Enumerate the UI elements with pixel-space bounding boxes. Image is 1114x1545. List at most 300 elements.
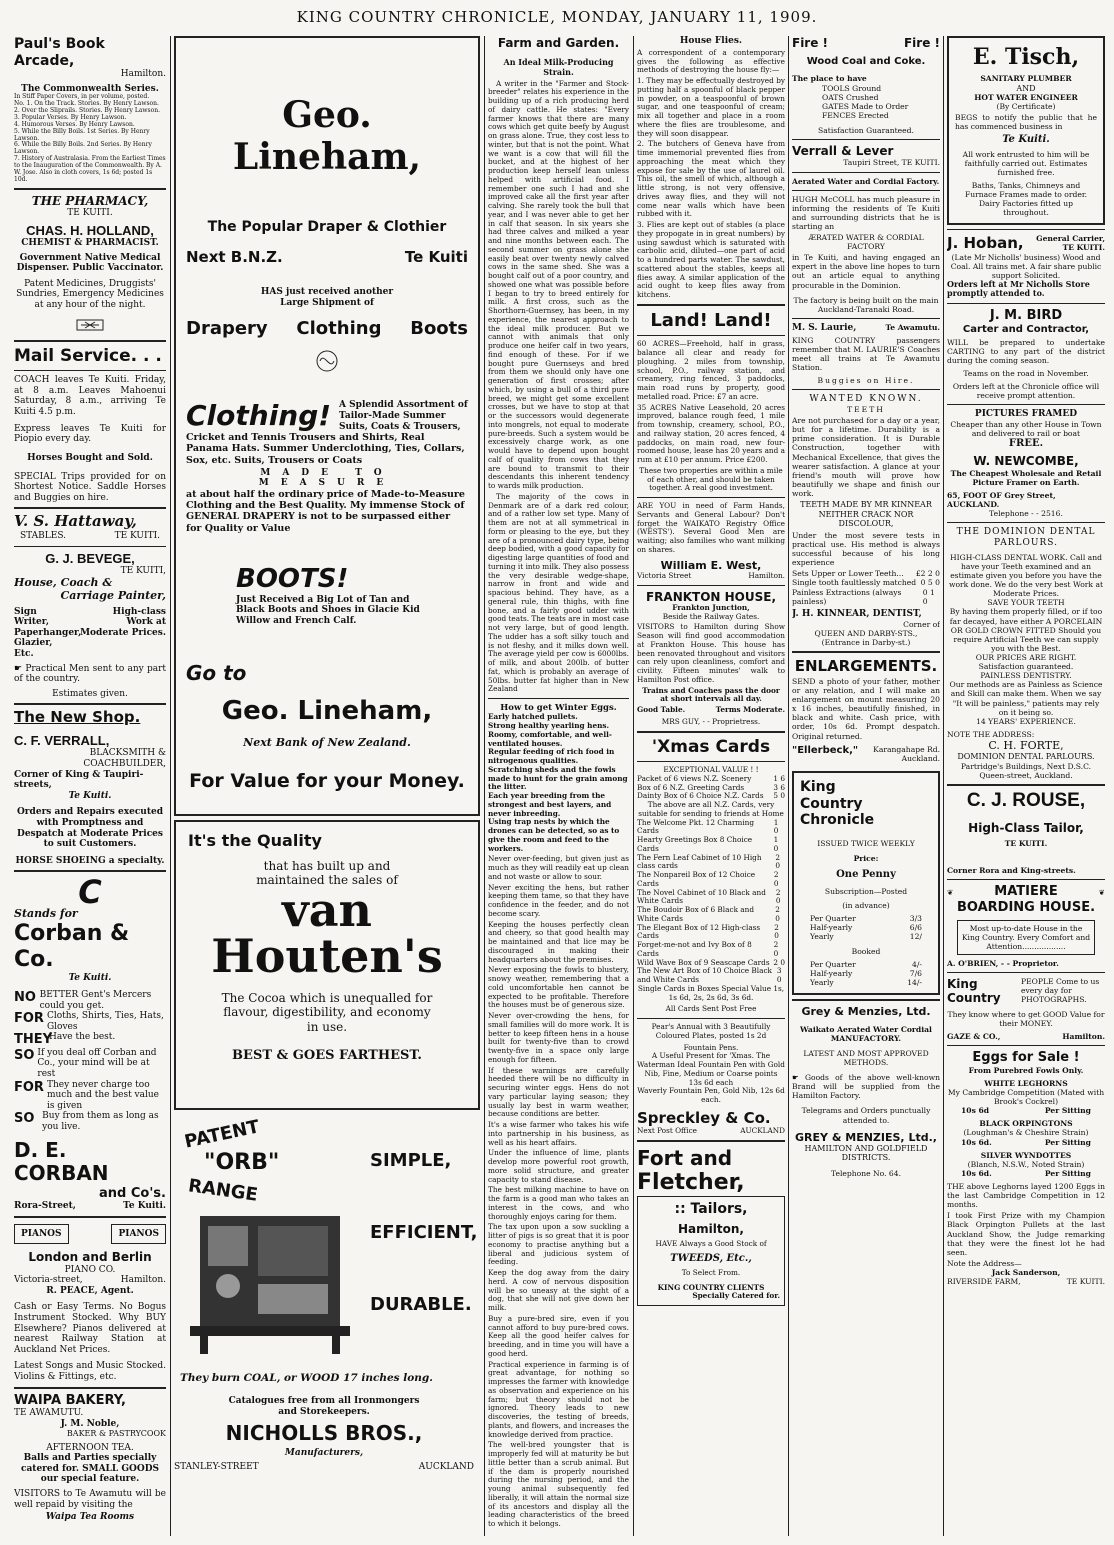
pears: Pear's Annual with 3 Beautifully Coloured Plates, posted 1s 2d [651,1022,771,1040]
column-rule [170,36,171,1536]
frankton-trains: Trains and Coaches pass the door at short intervals all day. [642,685,780,704]
waipa-role: BAKER & PASTRYCOOK [66,1429,166,1439]
lineham-clothing-side: A Splendid Assortment of Tailor-Made Summer Suits, Coats & Trousers, [339,400,468,432]
kinnear-name: J. H. KINNEAR, DENTIST, [792,608,922,619]
orb-patent: PATENT [182,1116,262,1153]
egg-tip: Regular feeding of rich food in nitrogenous qualities. [488,747,615,766]
waipa-rooms [14,1512,166,1523]
lineham-ad [174,36,480,816]
article-paragraph: The majority of the cows in Denmark are of a dark red colour, and of a rather low set type. Many of them are not at all symmetrical in form or pleasing to the eye, but they are of a pronounced dairy type, being deep bodied, with a good capacity for digesting large quantities of food and turning it into milk. They also possess the very desirable wedge-shape, narrow in front and wide and spacious behind. They have, as a general rule, thin thighs, with fine bone, and a fairly good udder with good teats. The teats are in most case not very large, but of good length. The udder has a soft silky touch and is not fleshy, and it milks down well. The average yield per cow is 6000lbs. of milk, and about 200lb. of butter fat, which is probably an average of 50lbs. butter fat higher than in New Zealand [488,491,629,694]
kinnear-made: TEETH MADE BY MR KINNEAR NEITHER CRACK NOR DISCOLOUR, [800,500,932,529]
orb-simple: SIMPLE, [370,1150,452,1171]
chronicle-issued: ISSUED TWICE WEEKLY [817,839,915,849]
egg-tip: Buy a pure-bred sire, even if you cannot afford to buy pure-bred cows. Keep all the good heifer calves for breeding, and in time you will have a good herd. [488,1313,629,1358]
chronicle-penny: One Penny [836,869,896,881]
lineham-next: Next B.N.Z. [186,248,283,267]
corban-stands: Stands for [14,907,78,921]
fort-catered: Specially Catered for. [692,1291,780,1301]
breed-sitting: Per Sitting [1044,1106,1091,1116]
bird-text: WILL be prepared to undertake CARTING to any part of the district during the coming season. [947,337,1105,365]
orb-town: AUCKLAND [418,1462,474,1472]
dental-painless-text: Our methods are as Painless as Science and Skill can make them. When we say "It will be painless," patients may rely on it being so. [949,680,1103,717]
chronicle-price: Price: [853,854,879,864]
series-title: The Commonwealth Series. [21,83,159,94]
newshop-orders: Orders and Repairs executed with Promptness and Despatch at Moderate Prices to suit Customers. [16,807,164,850]
breed-price: 10s 6d. [961,1137,992,1147]
orb-cat: Catalogues free from all Ironmongers and Storekeepers. [228,1396,420,1417]
pianos-label: PIANOS [14,1224,69,1245]
kc-people-text: PEOPLE Come to us every day for PHOTOGRAPHS. [1021,977,1100,1005]
column-4 [637,36,785,1536]
xmas-single: Single Cards in Boxes Special Value 1s, 1s 6d, 2s, 2s 6d, 3s 6d. [637,983,785,1002]
pianos-sub: PIANO CO. [64,1264,116,1275]
article-subtitle: An Ideal Milk-Producing Strain. [503,57,614,77]
ellerbeck-town: Auckland. [901,753,940,763]
frankton-text: VISITORS to Hamilton during Show Season will find good accommodation at Frankton House. This house has been renovated throughout and visitors can rely upon cleanliness, comfort and civility. Fifteen minutes' walk to Hamilton Post office. [637,622,785,684]
ellerbeck-name: "Ellerbeck," [792,744,859,756]
mccoll-factory: The factory is being built on the main Auckland-Taranaki Road. [793,295,939,314]
grey-tel: Telephone No. 64. [830,1169,901,1178]
dental-years: 14 YEARS' EXPERIENCE. [976,716,1076,726]
corban-firm2: and Co's. [99,1185,166,1201]
dental-painless: PAINLESS DENTISTRY. [980,671,1072,681]
newcombe-name: W. NEWCOMBE, [973,454,1079,469]
flies-paragraph: 1. They may be effectually destroyed by putting half a spoonful of black pepper in powder, on a teaspoonful of brown sugar, and one teaspoonful of cream; mix all together and place in a room where the flies are troublesome, and they will soon disappear. [637,76,785,138]
newshop-role: COACHBUILDER, [83,759,166,769]
mail-special: SPECIAL Trips provided for on Shortest Notice. Saddle Horses and Buggies on hire. [14,471,166,503]
corban-row-key: THEY [14,1032,53,1048]
card-price: 2 0 [774,922,779,941]
fire-right: Fire ! [903,36,940,50]
west-street: Victoria Street [637,570,692,580]
list-item: 3. Popular Verses. By Henry Lawson. [14,113,127,121]
lineham-tag: The Popular Draper & Clothier [207,218,447,235]
card-price: 2 0 [773,957,785,967]
column-6 [947,36,1105,1536]
pauls-place: Hamilton. [120,69,166,80]
hoban-text: (Late Mr Nicholls' business) Wood and Coal. All trains met. A fair share public support Solicited. [950,252,1102,280]
eggs-prize: I took First Prize with my Champion Black Orpington Pullets at the last Auckland Show, the Judge remarking that they were the finest lot he had seen. [947,1211,1105,1257]
card-item: The Welcome Pkt. 12 Charming Cards [637,817,755,836]
fort-tweeds: TWEEDS, Etc., [670,1252,752,1264]
orb-efficient: EFFICIENT, [370,1222,478,1243]
laurie-name: M. S. Laurie, [792,322,857,333]
mail-horses: Horses Bought and Sold. [27,452,153,463]
matiere-title: MATIERE [994,884,1058,900]
spreckley-addr: Next Post Office [637,1125,697,1135]
flies-title: House Flies. [679,36,743,46]
bevege-trade: House, Coach & [14,575,113,589]
egg-tip: Early hatched pullets. [488,712,578,722]
fort-hamilton: Hamilton, [678,1221,744,1236]
grey-waikato: Waikato Aerated Water Cordial MANUFACTORY. [800,1024,932,1043]
waipa-visitors: VISITORS to Te Awamutu will be well repaid by visiting the [14,1489,166,1510]
dental-text: HIGH-CLASS DENTAL WORK. Call and have your Teeth examined and an estimate given you before you have the work done. We do the very best Work at Moderate Prices. [948,552,1104,599]
rate-item: Per Quarter [810,913,856,923]
grey-goods: Goods of the above well-known Brand will be supplied from the Hamilton Factory. [792,1073,940,1101]
rate-item: Per Quarter [810,960,856,970]
card-price: 1 0 [773,817,779,836]
tools-item: FENCES Erected [822,110,889,120]
card-price: 2 0 [773,870,779,888]
card-price: 3 6 [773,782,785,792]
chronicle-booked: Booked [851,947,881,957]
tisch-work: All work entrusted to him will be faithfully carried out. Estimates furnished free. [962,149,1090,177]
pictures-title: PICTURES FRAMED [974,409,1078,420]
egg-tip: Never exposing the fowls to blustery, snowy weather, remembering that a cold uncomfortable hen cannot be expected to be profitable. Therefore the houses must be of generous size. [488,965,629,1010]
waverly: Waverly Fountain Pen, Gold Nib, 12s 6d each. [637,1086,785,1105]
lineham-cricket: Cricket and Tennis Trousers and Shirts, Real Panama Hats. Summer Underclothing, Ties, Collars, Sox, etc. Suits, Trousers or Coats [186,432,465,466]
breed-sitting: Per Sitting [1044,1137,1091,1147]
list-item: 2. Over the Sliprails. Stories. By Henry Lawson. [14,107,161,115]
breed-sitting: Per Sitting [1044,1168,1091,1178]
card-item: The Elegant Box of 12 High-class Cards [637,922,761,941]
corban-row-value: If you deal off Corban and Co., your mind will be at rest [37,1047,157,1079]
column-rule [943,36,944,1536]
mccoll-text: HUGH McCOLL has much pleasure in informing the residents of Te Kuiti and surrounding districts that he is starting an [792,194,940,231]
corban-row-value: Cloths, Shirts, Ties, Hats, Gloves [46,1011,164,1032]
pianos-label: PIANOS [111,1224,166,1245]
vanhouten-built: that has built up and maintained the sales of [256,858,398,888]
mccoll-aerated: ÆRATED WATER & CORDIAL FACTORY [808,232,924,252]
rate-item: Half-yearly [810,922,853,932]
card-price: 5 0 [773,791,785,801]
lineham-nextbank: Next Bank of New Zealand. [243,735,411,749]
egg-tip: Each year breeding from the strongest and best layers, and never inbreeding. [488,791,612,818]
mccoll-text2: in Te Kuiti, and having engaged an expert in the above line hopes to turn out an article equal to anything procurable in the Dominion. [792,253,940,290]
egg-tip: Under the influence of lime, plants develop more powerful root growth, more solid structure, and greater capacity to stand disease. [488,1148,629,1184]
corban-row-key: SO [14,1111,35,1127]
forte-addr: Partridge's Buildings, Next D.S.C. Queen-street, Auckland. [960,761,1092,780]
dental-save: SAVE YOUR TEETH [987,598,1065,608]
list-item: In Stiff Paper Covers, in per volume, posted. [14,93,150,101]
gaze-name: GAZE & CO., [947,1032,1001,1042]
pointing-hand-icon: ☛ [14,663,23,674]
ornament-icon [14,317,166,337]
dental-item: Sets Upper or Lower Teeth... [792,569,904,579]
dental-satisfaction: Satisfaction guaranteed. [978,662,1074,672]
pianos-agent: R. PEACE, Agent. [46,1285,134,1296]
list-item: 7. History of Australasia. From the Earliest Times to the Inauguration of the Commonwealth. By A. W. Jose. Also in cloth covers, 1s 6d; posted 1s 10d. [14,155,166,183]
waipa-tea: AFTERNOON TEA. [46,1442,134,1453]
pictures-text: Cheaper than any other House in Town and delivered to rail or boat [950,420,1102,439]
boarding-text: Most up-to-date House in the King Country. Every Comfort and Attention.................. [957,920,1095,955]
dental-title: THE DOMINION DENTAL PARLOURS. [956,527,1096,549]
card-price: 2 0 [775,905,780,923]
pianos-town: Hamilton. [120,1275,166,1286]
frankton-title: FRANKTON HOUSE, [645,589,777,604]
mail-express: Express leaves Te Kuiti for Piopio every day. [14,423,166,445]
kinnear-addr: QUEEN AND DARBY-STS., [814,628,918,638]
grey-latest: LATEST AND MOST APPROVED METHODS. [803,1048,929,1067]
hoban-town: TE KUITI. [1062,243,1105,253]
chronicle-title: Country [800,795,863,812]
lineham-goto: Go to [186,661,247,686]
card-item: Wild Wave Box of 9 Seascape Cards [637,957,770,967]
corban-row-value: Buy from them as long as you live. [42,1111,159,1132]
newcombe-text: The Cheapest Wholesale and Retail Picture Framer on Earth. [950,468,1102,487]
masthead: KING COUNTRY CHRONICLE, MONDAY, JANUARY 11, 1909. [296,8,818,26]
tisch-name: E. Tisch, [972,44,1080,70]
teeth-title: TEETH [847,405,885,414]
egg-tip: It's a wise farmer who takes his wife into partnership in his business, as well as his heart affairs. [488,1120,629,1147]
newshop-title: The New Shop. [14,708,141,727]
corban-rows [14,990,166,1133]
dental-price: 0 5 0 [920,578,940,588]
corban-row-key: NO [14,989,36,1005]
enlarge-text: SEND a photo of your father, mother or any relation, and I will make an enlargement on mount measuring 20 x 16 inches, beautifully finished, in black and white. Cash price, with order, 10s 6d. Prompt despatch. Original returned. [792,676,940,741]
list-item: 5. While the Billy Boils. 1st Series. By Henry Lawson. [14,127,150,142]
egg-tip: The tax upon upon a sow suckling a litter of pigs is so great that it is poor economy to practise anything but a liberal and judicious system of feeding. [488,1222,629,1267]
dental-note: NOTE THE ADDRESS: [947,729,1035,739]
corban-row-key: SO [14,1047,35,1063]
article-subtitle: How to get Winter Eggs. [500,703,617,714]
laurie-buggies: Buggies on Hire. [817,376,915,386]
eggs-town: TE KUITI. [1066,1277,1105,1287]
kinnear-ent: (Entrance in Darby-st.) [821,637,911,647]
leaf-ornament-icon: ❦ [1098,887,1105,897]
breed-name: BLACK ORPINGTONS [979,1119,1073,1129]
pens-title: Fountain Pens. [683,1042,739,1052]
kc-people-know: They know where to get GOOD Value for their MONEY. [947,1009,1105,1028]
waipa-balls: Balls and Parties specially catered for. SMALL GOODS our special feature. [20,1453,160,1485]
orb-durable: DURABLE. [370,1294,472,1315]
enlarge-title: ENLARGEMENTS. [794,656,938,675]
corban-place: Te Kuiti. [68,973,112,984]
lineham-made: MADE TO MEASURE [258,467,396,489]
orb-mfr: Manufacturers, [284,1448,364,1458]
tisch-plumber: SANITARY PLUMBER [980,74,1072,84]
bevege-estimates: Estimates given. [52,688,128,699]
xmas-exc: EXCEPTIONAL VALUE ! ! [663,765,759,775]
card-item: The Fern Leaf Cabinet of 10 High class cards [637,852,762,871]
column-3 [488,36,629,1536]
orb-street: STANLEY-STREET [174,1462,259,1472]
rate-price: 3/3 [909,913,922,923]
frankton-sub2: Beside the Railway Gates. [662,611,760,621]
orb-firm: NICHOLLS BROS., [225,1421,423,1445]
fort-select: To Select From. [681,1267,741,1277]
land-item: 60 ACRES—Freehold, half in grass, balance all clear and ready for ploughing. 2 miles from township, school, P.O., railway station, and creamery, ring fenced, 3 paddocks, main road runs by property, good metalled road. Price: £7 an acre. [637,339,785,401]
laurie-town: Te Awamutu. [885,322,940,332]
egg-tip: Roomy, comfortable, and well-ventilated houses. [488,729,612,748]
corban-row-value: BETTER Gent's Mercers could you get. [39,989,152,1011]
range-stove-icon [180,1206,360,1360]
pauls-items [14,94,166,184]
rate-item: Half-yearly [810,969,853,979]
card-price: 1 0 [773,835,779,853]
verrall-addr: Taupiri Street, TE KUITI. [843,158,940,168]
lineham-name2: Geo. Lineham, [221,695,433,726]
orb-burn: They burn COAL, or WOOD 17 inches long. [180,1372,433,1384]
rate-item: Yearly [810,978,834,988]
column-rule [633,36,634,1536]
rouse-town: TE KUITI. [1004,839,1048,849]
tisch-cert: (By Certificate) [996,102,1056,112]
corban-row-value: They never charge too much and the best value is given [46,1079,160,1111]
breed-price: 10s 6d [961,1106,990,1116]
egg-tip: Keep the dog away from the dairy herd. A cow of nervous disposition will be so uneasy at the sight of a dog, that she will not give down her milk. [488,1268,629,1313]
rate-price: 4/- [912,960,922,970]
egg-tip: Scratching sheds and the fowls made to hunt for the grain among the litter. [488,764,628,792]
column-rule [788,36,789,1536]
rate-price: 12/ [909,931,922,941]
spreckley-town: AUCKLAND [740,1125,785,1135]
newcombe-addr: 65, FOOT OF Grey Street, AUCKLAND. [947,490,1056,510]
pianos-latest: Latest Songs and Music Stocked. Violins & Fittings, etc. [14,1361,166,1382]
verrall-name: Verrall & Lever [792,144,894,159]
flies-paragraph: 2. The butchers of Geneva have from time immemorial prevented flies from approaching the meat which they expose for sale by the use of laurel oil. This oil, the smell of which, although a little strong, is not very offensive, drives away flies, and they will not come near walls which have been rubbed with it. [637,139,785,219]
land-item: These two properties are within a mile of each other, and should be taken together. A real good investment. [639,465,783,493]
pharmacy-gov: Government Native Medical Dispenser. Public Vaccinator. [16,252,164,274]
column-1 [14,36,166,1536]
frankton-guy: MRS GUY, - - Proprietress. [661,716,761,726]
fort-tailors: :: Tailors, [674,1201,748,1217]
ornament-icon [186,346,468,380]
tisch-baths: Baths, Tanks, Chimneys and Furnace Frames made to order. Dairy Factories fitted up throughout. [964,180,1088,218]
vanhouten-ad [174,820,480,1110]
eggs-farm: RIVERSIDE FARM, [947,1277,1021,1287]
dental-item: Single tooth faultlessly matched [792,578,917,588]
fletcher-title: Fletcher, [637,1169,745,1195]
hoban-name: J. Hoban, [947,234,1024,253]
fire-left: Fire ! [792,36,829,50]
tools-satis: Satisfaction Guaranteed. [818,125,914,135]
tools-item: GATES Made to Order [822,101,909,111]
waipa-title: WAIPA BAKERY, [14,1392,126,1408]
bird-name: J. M. BIRD [989,308,1063,324]
egg-tip: The well-bred youngster that is improperly fed will at maturity be but little better than a scrub animal. But if the dam is properly nourished during the nursing period, and the young animal subsequently fed liberally, it will attain the normal size of its ancestors and display all the leading characteristics of the breed to which it belongs. [488,1440,629,1529]
vanhouten-cocoa: The Cocoa which is unequalled for flavour, digestibility, and economy in use. [221,991,433,1034]
kinnear-text: Under the most severe tests in practical use. His method is always successful because of his long experience [792,530,940,568]
west-town: Hamilton. [748,570,785,580]
article-paragraph: A writer in the "Farmer and Stock-breeder" relates his experience in the building up of a rich producing herd of dairy cattle. He states: "Every farmer knows that there are many cows which get quite beefy by August on grass alone. True, they cost less to winter, but that is not the point. What we want is a cow that will fill the bucket, and at the highest of her production keep herself lean unless helped with artificial food. I remember one such I had and she improved cake all the first year after calving. She rarely took the bull that year, and I was never able to get her in calf that season. In six years she had three calves and milked a year and nine months between each. The second summer on grass alone she easily beat over twenty newly calved cows in the same shed. She was a bought calf out of a poor country, and showed one what was possible before I began to try to breed entirely for milk. A first cross, such as the Shorthorn-Guernsey, has been, in my experience, the nearest approach to the ideal milk producer. But we cannot with animals that only produce one heifer calf in two years, find enough of these. For if we bought pure Guernseys and bred from them we should only have one generation of first crosses; after which, by using a bull of a third pure breed, we might get some excellent crosses, but we have to stop at that or the successors would degenerate into mongrels, not equal to moderate pure-breeds. Such a system would be excessively charge work, as one would have to depend upon bought calf of quality from cows that they are bound to transmit to their descendants this inherent tendency to wards milk production. [488,78,629,491]
flies-paragraph: 3. Flies are kept out of stables (a place they propogate in in great numbers) by using sawdust which is saturated with carbolic acid, diluted—one part of acid to a hundred parts water. The sawdust, scattered about the stables, keeps all flies away. A similar application of the acid ought to keep flies away from kitchens. [637,220,785,300]
rouse-name: C. J. ROUSE, [966,790,1086,812]
breed-name: SILVER WYNDOTTES [980,1150,1072,1160]
coal-title: Wood Coal and Coke. [806,56,926,68]
chronicle-sub: Subscription—Posted [824,887,908,897]
lineham-has: Large Shipment of [280,297,374,308]
bevege-practical: Practical Men sent to any part of the country. [14,663,166,685]
lineham-name: Geo. Lineham, [232,94,422,179]
corban-row-key: FOR [14,1011,44,1027]
vanhouten-houtens: Houten's [211,929,443,984]
pauls-title: Paul's Book Arcade, [14,36,105,69]
card-item: The Nonpareil Box of 12 Choice Cards [637,870,756,888]
bevege-left: Sign Writer, Paperhanger, Glazier, Etc. [14,606,82,659]
bevege-right: Moderate Prices. [80,627,166,638]
dental-price: 0 1 0 [922,587,935,606]
tisch-box [947,36,1105,225]
waipa-owner: J. M. Noble, [60,1418,120,1429]
article-title: Farm and Garden. [497,36,620,50]
rate-price: 14/- [907,978,922,988]
pianos-title: London and Berlin [28,1250,152,1265]
pointing-hand-icon: ☛ [792,1073,799,1083]
aerated-title: Aerated Water and Cordial Factory. [792,176,940,186]
card-price: 2 0 [773,940,779,958]
spreckley-name: Spreckley & Co. [637,1108,771,1127]
card-item: The Boudoir Box of 6 Black and White Cards [637,905,755,923]
dental-price: £2 2 0 [915,569,940,579]
eggs-laid: THE above Leghorns layed 1200 Eggs in the last Cambridge Competition in 12 months. [947,1181,1105,1210]
corban-town: Te Kuiti. [123,1201,166,1212]
tools-intro: The place to have [792,74,867,84]
card-item: Box of 6 N.Z. Greeting Cards [637,782,745,792]
chronicle-title: Chronicle [800,812,875,829]
list-item: 6. While the Billy Boils. 2nd Series. By Henry Lawson. [14,141,152,156]
grey-title2: GREY & MENZIES, Ltd., [795,1130,937,1144]
frankton-table: Good Table. [637,705,686,715]
egg-tip: Never over-feeding, but given just as much as they will readily eat up clean and not waste or allow to sour. [488,854,629,881]
lineham-clothing-headline: Clothing! [186,399,332,433]
lineham-has: HAS just received another [260,287,394,298]
frankton-sub: Frankton Junction, [672,602,750,612]
xmas-suitable: The above are all N.Z. Cards, very suitable for sending to friends at Home [638,800,784,818]
list-item: No. 1. On the Track. Stories. By Henry Lawson. [14,100,159,108]
forte-name: C. H. FORTE, [988,739,1064,753]
pictures-free: FREE. [1008,438,1044,450]
tisch-place: Te Kuiti. [1002,133,1050,145]
lineham-clothing: Clothing [296,318,382,340]
newshop-name: C. F. VERRALL, [14,733,110,749]
hoban-role: General Carrier, [1036,234,1105,244]
kc-people-title: Country [947,991,1001,1006]
column-5 [792,36,940,1536]
corban-street: Rora-Street, [14,1201,76,1212]
breed-desc: (Blanch, N.S.W., Noted Strain) [967,1159,1085,1169]
west-name: William E. West, [660,558,762,572]
fort-title: Fort and [637,1145,733,1170]
registry-text: ARE YOU in need of Farm Hands, Servants and General Labour? Don't forget the WAIKATO Registry Office (WESTS'). Several Good Men are waiting; also families who want milking on shares. [637,501,785,554]
tools-item: OATS Crushed [822,92,879,102]
kc-people-title: King [947,977,978,992]
newshop-addr: Corner of King & Taupiri-streets, [14,769,144,791]
lineham-boots-text: Just Received a Big Lot of Tan and Black Boots and Shoes in Glacie Kid Willow and French Calf. [236,594,420,626]
bevege-right: High-class [112,606,166,617]
pharmacy-role: CHEMIST & PHARMACIST. [21,237,159,248]
ellerbeck-addr: Karangahape Rd. [873,744,940,754]
chronicle-advance: (in advance) [842,900,890,910]
egg-tip: Strong healthy yearling hens. [488,721,610,731]
lineham-boots: Boots [410,318,468,340]
rate-item: Yearly [810,931,834,941]
corban-row-value: Have the best. [49,1032,116,1043]
tools-item: TOOLS Ground [822,83,882,93]
card-item: Dainty Box of 6 Choice N.Z. Cards [637,791,764,801]
rouse-addr: Corner Rora and King-streets. [947,866,1076,876]
fort-have: HAVE Always a Good Stock of [655,1239,767,1249]
orb-orb: "ORB" [204,1150,280,1175]
bird-orders: Orders left at the Chronicle office will receive prompt attention. [952,382,1100,401]
egg-tip: If these warnings are carefully heeded there will be no difficulty in securing winter eggs. Hens do not vary particular laying season; they usually lay best in warm weather, because conditions are better. [488,1065,629,1119]
pharmacy-text: Patent Medicines, Druggists' Sundries, Emergency Medicines at any hour of the night. [16,278,164,310]
lineham-town: Te Kuiti [404,248,468,267]
card-price: 3 0 [776,966,782,985]
pharmacy-title: THE PHARMACY, [31,193,149,208]
tisch-begs: BEGS to notify the public that he has commenced business in [955,113,1097,132]
breed-desc: (Loughman's & Cheshire Strain) [963,1128,1089,1138]
waipa-rooms-label: Waipa Tea Rooms [45,1512,135,1523]
hattaway-place: TE KUITI. [114,531,160,542]
eggs-owner: Jack Sanderson, [991,1267,1061,1277]
vanhouten-van: van [282,883,372,938]
mail-coach: COACH leaves Te Kuiti. Friday, at 8 a.m. Leaves Mahoenui Saturday, 8 a.m., arriving Te Kuiti 4.5 p.m. [14,375,166,418]
dental-prices: OUR PRICES ARE RIGHT. [975,653,1077,663]
rouse-role: High-Class Tailor, [968,820,1084,835]
lineham-drapery: Drapery [186,318,268,340]
